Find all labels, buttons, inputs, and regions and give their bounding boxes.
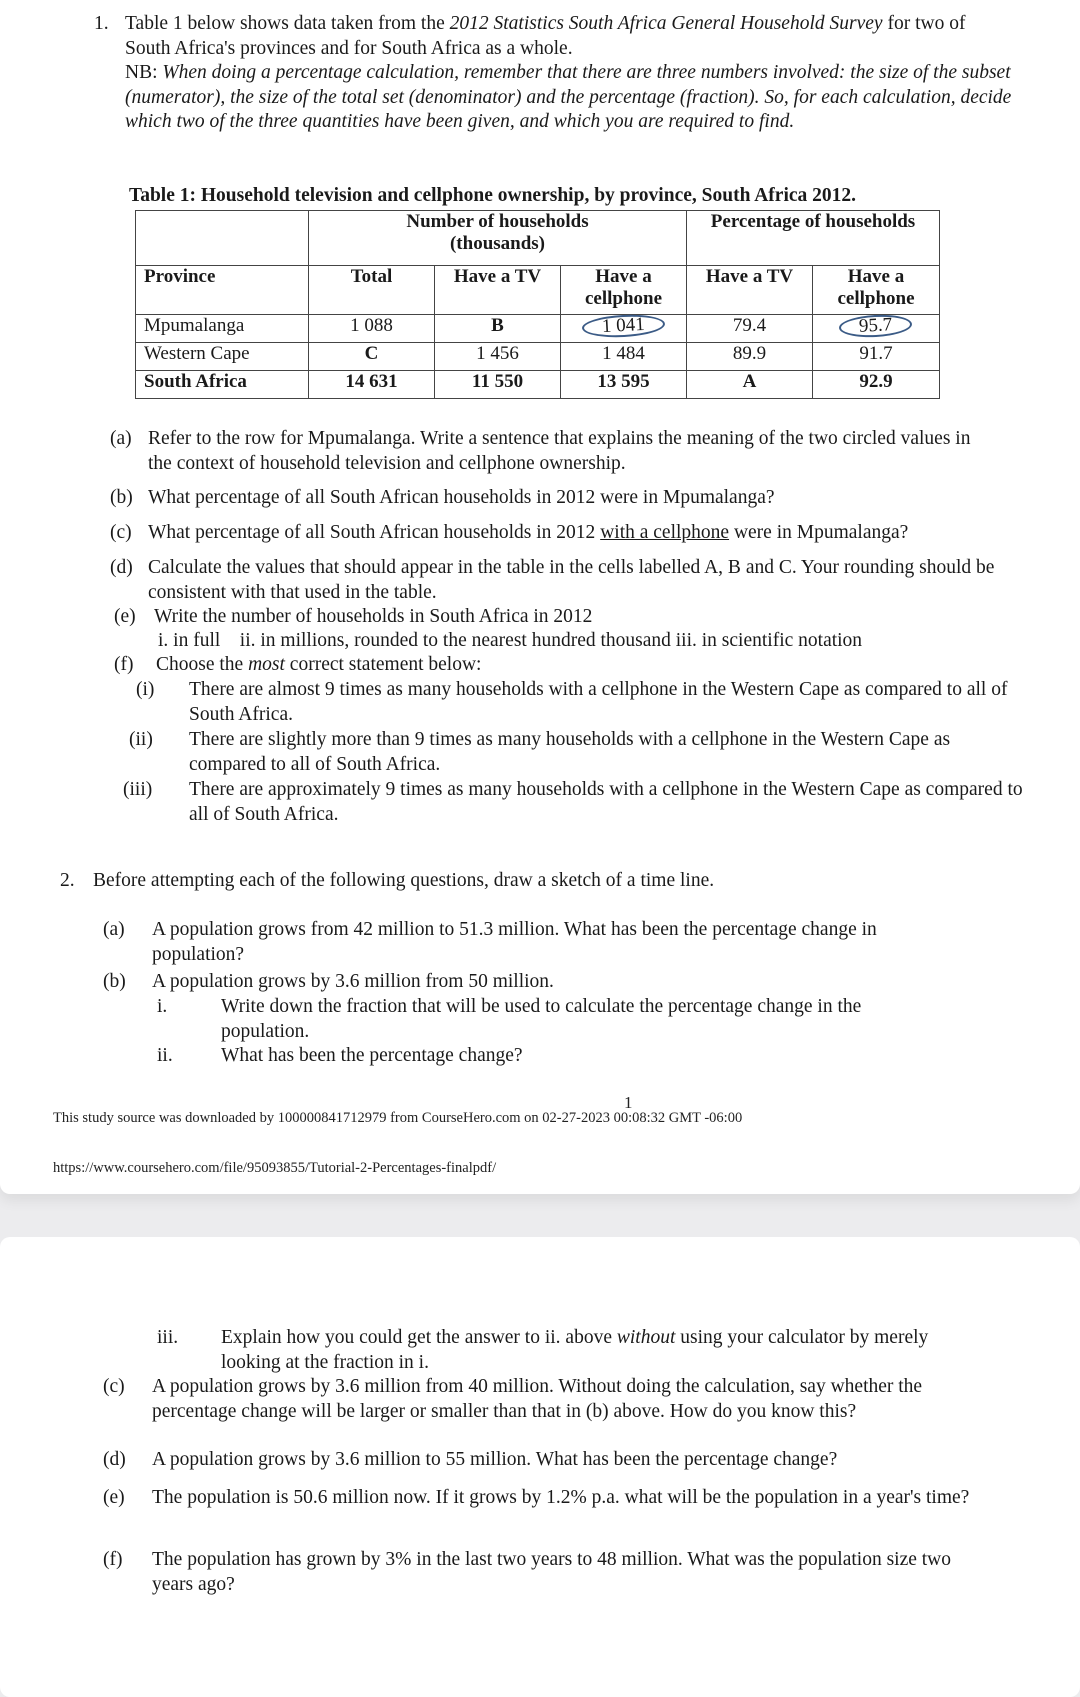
- group-header: Percentage of households: [687, 211, 940, 266]
- q2e: The population is 50.6 million now. If it grows by 1.2% p.a. what will be the population in a year's time?: [152, 1487, 970, 1508]
- q1-nb: NB: When doing a percentage calculation, remember that there are three numbers involved: the size of the subset (numerator), the size of the total set (denominator) and the percentage (fraction). So, for each calculation, decide which two of the three quantities have been given, and which you are required to find.: [125, 62, 1012, 132]
- q2a: A population grows from 42 million to 51.3 million. What has been the percentage change in population?: [152, 919, 877, 965]
- q1f: Choose the most correct statement below:: [156, 654, 482, 675]
- column-header: Province: [136, 266, 309, 315]
- q2b-i: Write down the fraction that will be used to calculate the percentage change in the population.: [221, 996, 862, 1042]
- q2b: A population grows by 3.6 million from 50 million.: [152, 971, 554, 992]
- q2f: The population has grown by 3% in the last two years to 48 million. What was the population size two years ago?: [152, 1549, 952, 1595]
- q2b-iii: Explain how you could get the answer to ii. above without using your calculator by merely looking at the fraction in i.: [221, 1327, 929, 1373]
- circled-value: 95.7: [839, 313, 913, 339]
- q2b-ii: What has been the percentage change?: [221, 1045, 523, 1066]
- table-row: South Africa 14 631 11 550 13 595 A 92.9: [136, 371, 940, 399]
- q1-intro: Table 1 below shows data taken from the 2012 Statistics South Africa General Household Survey for two of South Africa's provinces and for South Africa as a whole.: [125, 13, 966, 59]
- q2-intro: Before attempting each of the following questions, draw a sketch of a time line.: [93, 870, 715, 891]
- q1e: Write the number of households in South Africa in 2012: [154, 606, 593, 627]
- q1a: Refer to the row for Mpumalanga. Write a sentence that explains the meaning of the two circled values in the context of household television and cellphone ownership.: [148, 428, 971, 474]
- column-header: Have a TV: [687, 266, 813, 315]
- q1f-option: There are almost 9 times as many households with a cellphone in the Western Cape as compared to all of South Africa.: [189, 679, 1008, 725]
- household-table: Number of households (thousands) Percentage of households Province Total Have a TV Have a cellphone Have a TV Have a cellphone Mpumalanga 1 088 B 1 041 79.4 95.7 Western Cape C 1 456 1 484 89.9 91.7 South Africa 14 631 11 550 13 595 A 92.9: [135, 210, 940, 399]
- q1d: Calculate the values that should appear in the table in the cells labelled A, B and C. Your rounding should be consistent with that used in the table.: [148, 557, 995, 603]
- download-note: This study source was downloaded by 100000841712979 from CourseHero.com on 02-27-2023 00:08:32 GMT -06:00: [53, 1110, 743, 1126]
- column-header: Have a TV: [435, 266, 561, 315]
- q1-number: 1.: [94, 13, 109, 34]
- table-caption: Table 1: Household television and cellphone ownership, by province, South Africa 2012.: [129, 185, 857, 206]
- table-row: Mpumalanga 1 088 B 1 041 79.4 95.7: [136, 315, 940, 343]
- table-row: Western Cape C 1 456 1 484 89.9 91.7: [136, 343, 940, 371]
- column-header: Have a cellphone: [561, 266, 687, 315]
- column-header: Have a cellphone: [813, 266, 940, 315]
- circled-value: 1 041: [582, 313, 666, 339]
- page-number: 1: [624, 1093, 633, 1112]
- q1f-option: There are slightly more than 9 times as many households with a cellphone in the Western Cape as compared to all of South Africa.: [189, 729, 951, 775]
- q1e-sub: i. in full ii. in millions, rounded to the nearest hundred thousand iii. in scientific notation: [158, 630, 863, 651]
- source-url[interactable]: https://www.coursehero.com/file/95093855/Tutorial-2-Percentages-finalpdf/: [53, 1160, 497, 1176]
- q2d: A population grows by 3.6 million to 55 million. What has been the percentage change?: [152, 1449, 838, 1470]
- group-header: Number of households: [406, 211, 589, 232]
- q1c: What percentage of all South African households in 2012 with a cellphone were in Mpumalanga?: [148, 522, 909, 543]
- q1b: What percentage of all South African households in 2012 were in Mpumalanga?: [148, 487, 775, 508]
- column-header: Total: [309, 266, 435, 315]
- q1f-option: There are approximately 9 times as many households with a cellphone in the Western Cape as compared to all of South Africa.: [189, 779, 1023, 825]
- q2c: A population grows by 3.6 million from 40 million. Without doing the calculation, say whether the percentage change will be larger or smaller than that in (b) above. How do you know this?: [152, 1376, 923, 1422]
